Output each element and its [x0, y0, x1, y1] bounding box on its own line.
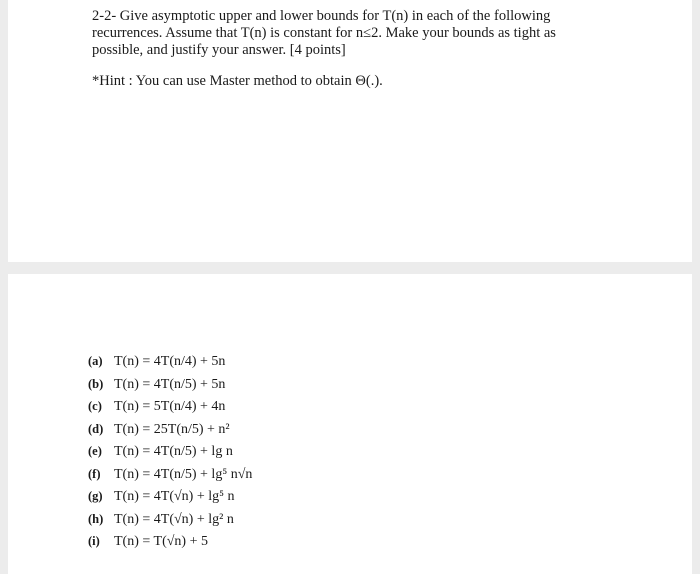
problem-expression: T(n) = 4T(n/5) + lg n [114, 444, 233, 459]
question-line-1: 2-2- Give asymptotic upper and lower bounds for T(n) in each of the following [92, 8, 551, 24]
problem-d [88, 422, 692, 445]
problem-label: (a) [88, 354, 103, 368]
problem-label: (g) [88, 489, 103, 503]
problem-label: (f) [88, 466, 101, 481]
problem-expression: T(n) = 4T(n/5) + 5n [114, 376, 226, 392]
problem-b [88, 377, 692, 400]
problem-f [88, 467, 692, 490]
problem-label: (b) [88, 376, 104, 391]
question-line-2: recurrences. Assume that T(n) is constant for n≤2. Make your bounds as tight as [92, 25, 556, 41]
question-line-3: possible, and justify your answer. [4 points] [92, 42, 346, 58]
problems-card [8, 274, 692, 574]
problem-expression: T(n) = 4T(n/5) + lg⁵ n√n [114, 466, 253, 482]
problem-i [88, 534, 692, 557]
problem-expression: T(n) = 25T(n/5) + n² [114, 421, 230, 437]
problem-expression: T(n) = 4T(√n) + lg² n [114, 511, 234, 527]
problem-label: (i) [88, 534, 100, 548]
problem-label: (h) [88, 511, 104, 526]
problem-a [88, 354, 692, 377]
problem-expression: T(n) = 4T(n/4) + 5n [114, 354, 226, 369]
problem-h [88, 512, 692, 535]
problem-c [88, 399, 692, 422]
problem-label: (d) [88, 421, 104, 436]
problem-expression: T(n) = T(√n) + 5 [114, 534, 208, 549]
hint-text: *Hint : You can use Master method to obtain Θ(.). [92, 73, 383, 89]
problem-expression: T(n) = 4T(√n) + lg⁵ n [114, 489, 235, 504]
problem-expression: T(n) = 5T(n/4) + 4n [114, 399, 226, 414]
problem-e [88, 444, 692, 467]
problem-g [88, 489, 692, 512]
problem-label: (e) [88, 444, 102, 458]
question-card [8, 0, 692, 262]
problem-label: (c) [88, 399, 102, 413]
